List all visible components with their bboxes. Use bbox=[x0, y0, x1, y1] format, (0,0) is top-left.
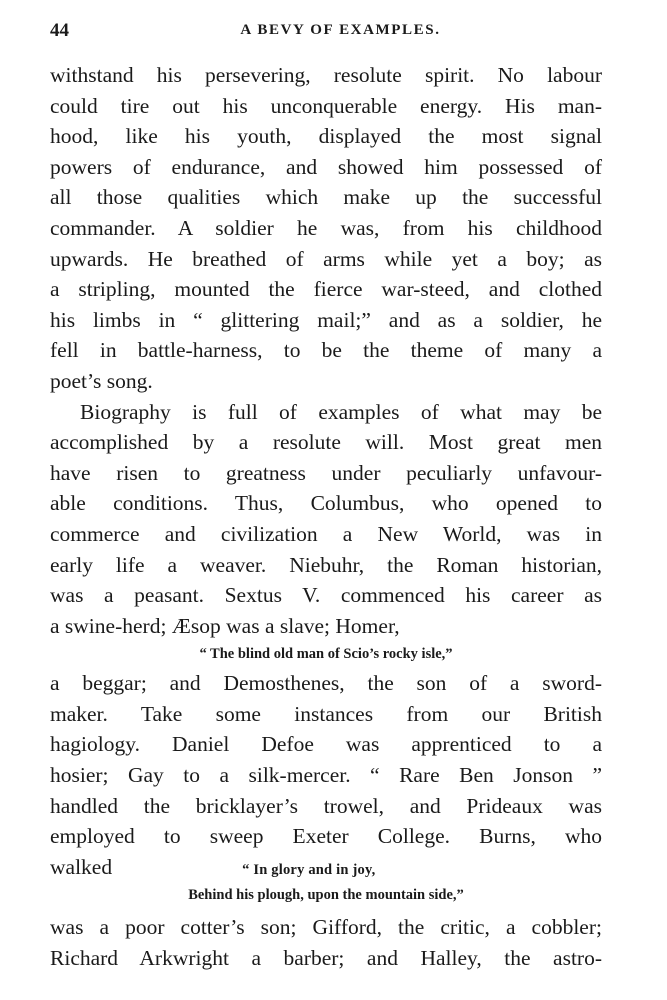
text-line: was a peasant. Sextus V. commenced his career as bbox=[50, 583, 602, 608]
verse-quote-line: “ In glory and in joy, bbox=[242, 861, 376, 878]
text-line: accomplished by a resolute will. Most great men bbox=[50, 430, 602, 455]
text-line: could tire out his unconquerable energy. His man- bbox=[50, 93, 602, 118]
text-line: powers of endurance, and showed him possessed of bbox=[50, 154, 602, 179]
text-line: commander. A soldier he was, from his childhood bbox=[50, 215, 602, 240]
text-line: all those qualities which make up the successful bbox=[50, 185, 602, 210]
text-line bbox=[50, 852, 602, 883]
text-line: Richard Arkwright a barber; and Halley, the astro- bbox=[50, 946, 602, 971]
text-line: was a poor cotter’s son; Gifford, the critic, a cobbler; bbox=[50, 915, 602, 940]
text-line: his limbs in “ glittering mail;” and as a soldier, he bbox=[50, 307, 602, 332]
body-text bbox=[50, 60, 602, 974]
text-line: handled the bricklayer’s trowel, and Prideaux was bbox=[50, 793, 602, 818]
text-line: able conditions. Thus, Columbus, who opened to bbox=[50, 491, 602, 516]
text-line: maker. Take some instances from our British bbox=[50, 701, 602, 726]
text-line: hagiology. Daniel Defoe was apprenticed to a bbox=[50, 732, 602, 757]
text-line: Biography is full of examples of what may be bbox=[80, 399, 602, 424]
text-line: fell in battle-harness, to be the theme of many a bbox=[50, 338, 602, 363]
text-line: a swine-herd; Æsop was a slave; Homer, bbox=[50, 613, 400, 638]
text-line: commerce and civilization a New World, was in bbox=[50, 521, 602, 546]
text-line: poet’s song. bbox=[50, 368, 153, 393]
text-line: a stripling, mounted the fierce war-steed, and clothed bbox=[50, 277, 602, 302]
page-header bbox=[50, 20, 631, 44]
running-head: A BEVY OF EXAMPLES. bbox=[240, 22, 441, 38]
text-line: a beggar; and Demosthenes, the son of a sword- bbox=[50, 671, 602, 696]
text-line: upwards. He breathed of arms while yet a boy; as bbox=[50, 246, 602, 271]
verse-quote-line: Behind his plough, upon the mountain side,” bbox=[188, 887, 464, 904]
text-line: early life a weaver. Niebuhr, the Roman historian, bbox=[50, 552, 602, 577]
page-number: 44 bbox=[50, 20, 69, 41]
text-line: hosier; Gay to a silk-mercer. “ Rare Ben Jonson ” bbox=[50, 763, 602, 788]
text-line: have risen to greatness under peculiarly unfavour- bbox=[50, 460, 602, 485]
walked-word: walked bbox=[50, 854, 113, 879]
verse-quote: “ The blind old man of Scio’s rocky isle,” bbox=[199, 646, 453, 663]
text-line: employed to sweep Exeter College. Burns, who bbox=[50, 824, 602, 849]
text-line: withstand his persevering, resolute spirit. No labour bbox=[50, 63, 602, 87]
text-line: hood, like his youth, displayed the most signal bbox=[50, 124, 602, 149]
